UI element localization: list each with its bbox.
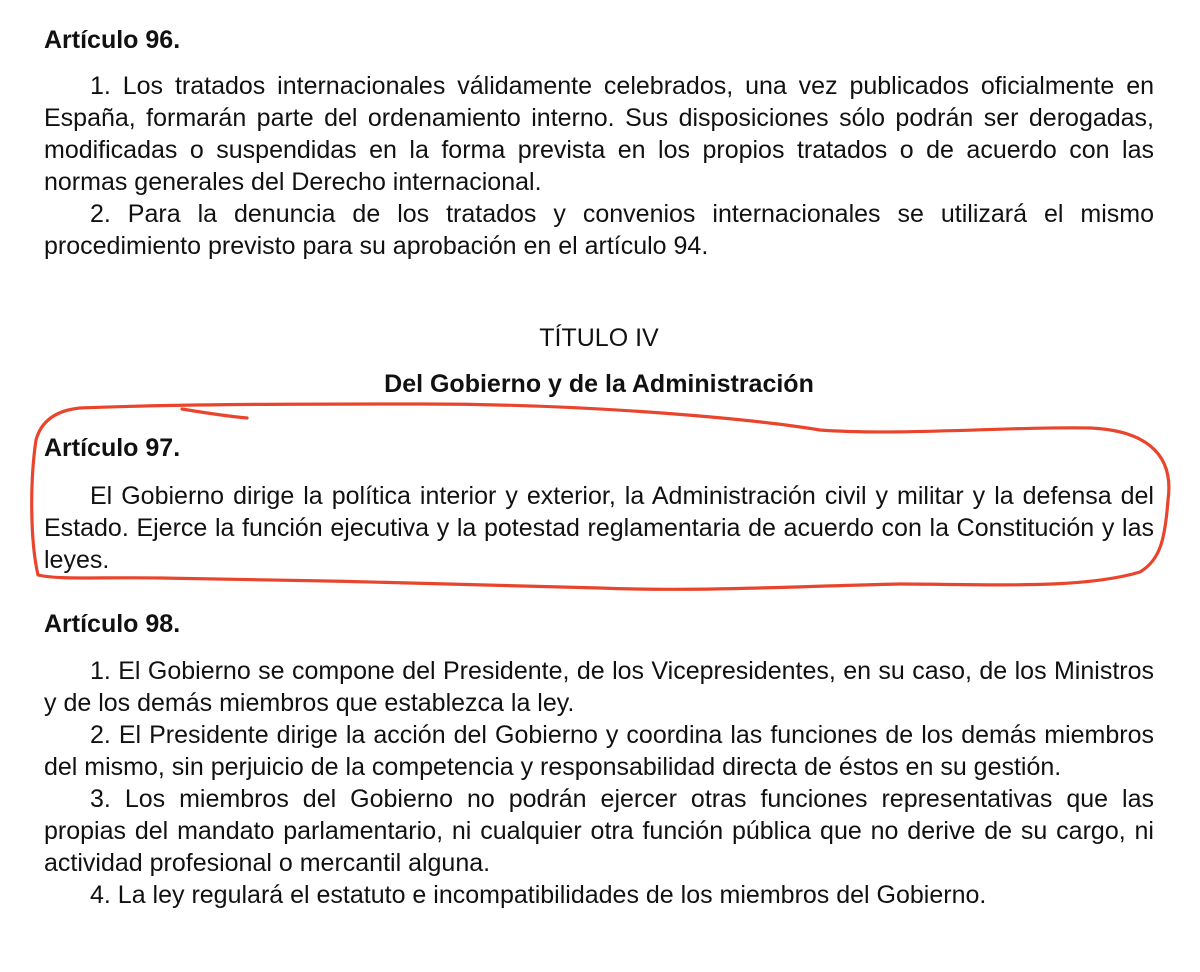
article-98-paragraph-2: 2. El Presidente dirige la acción del Gobierno y coordina las funciones de los demás miembros del mismo, sin perjuicio de la competencia y responsabilidad directa de éstos en su gestión.: [44, 721, 1154, 781]
highlight-loop-tail: [182, 409, 247, 418]
article-96-paragraph-1: 1. Los tratados internacionales válidamente celebrados, una vez publicados oficialmente en España, formarán parte del ordenamiento interno. Sus disposiciones sólo podrán ser derogadas, modificadas o suspendidas en la forma prevista en los propios tratados o de acuerdo con las normas generales del Derecho internacional.: [44, 72, 1154, 196]
article-98-paragraph-4: 4. La ley regulará el estatuto e incompatibilidades de los miembros del Gobierno.: [90, 881, 987, 909]
article-98-paragraph-3: 3. Los miembros del Gobierno no podrán ejercer otras funciones representativas que las propias del mandato parlamentario, ni cualquier otra función pública que no derive de su cargo, ni actividad profesional o mercantil alguna.: [44, 785, 1154, 877]
article-98-paragraph-1: 1. El Gobierno se compone del Presidente, de los Vicepresidentes, en su caso, de los Ministros y de los demás miembros que establezca la ley.: [44, 657, 1154, 717]
article-97: [44, 432, 1154, 576]
article-96: [44, 24, 1154, 262]
article-97-paragraph-1: El Gobierno dirige la política interior y exterior, la Administración civil y militar y la defensa del Estado. Ejerce la función ejecutiva y la potestad reglamentaria de acuerdo con la Constitución y las leyes.: [44, 482, 1154, 574]
article-98: [44, 608, 1154, 911]
title-number: TÍTULO IV: [539, 324, 659, 352]
article-97-heading: Artículo 97.: [44, 434, 181, 462]
article-96-paragraph-2: 2. Para la denuncia de los tratados y convenios internacionales se utilizará el mismo procedimiento previsto para su aprobación en el artículo 94.: [44, 200, 1154, 260]
article-98-heading: Artículo 98.: [44, 610, 181, 638]
title-name: Del Gobierno y de la Administración: [384, 370, 814, 398]
article-96-heading: Artículo 96.: [44, 26, 181, 54]
title-iv: [44, 322, 1154, 400]
